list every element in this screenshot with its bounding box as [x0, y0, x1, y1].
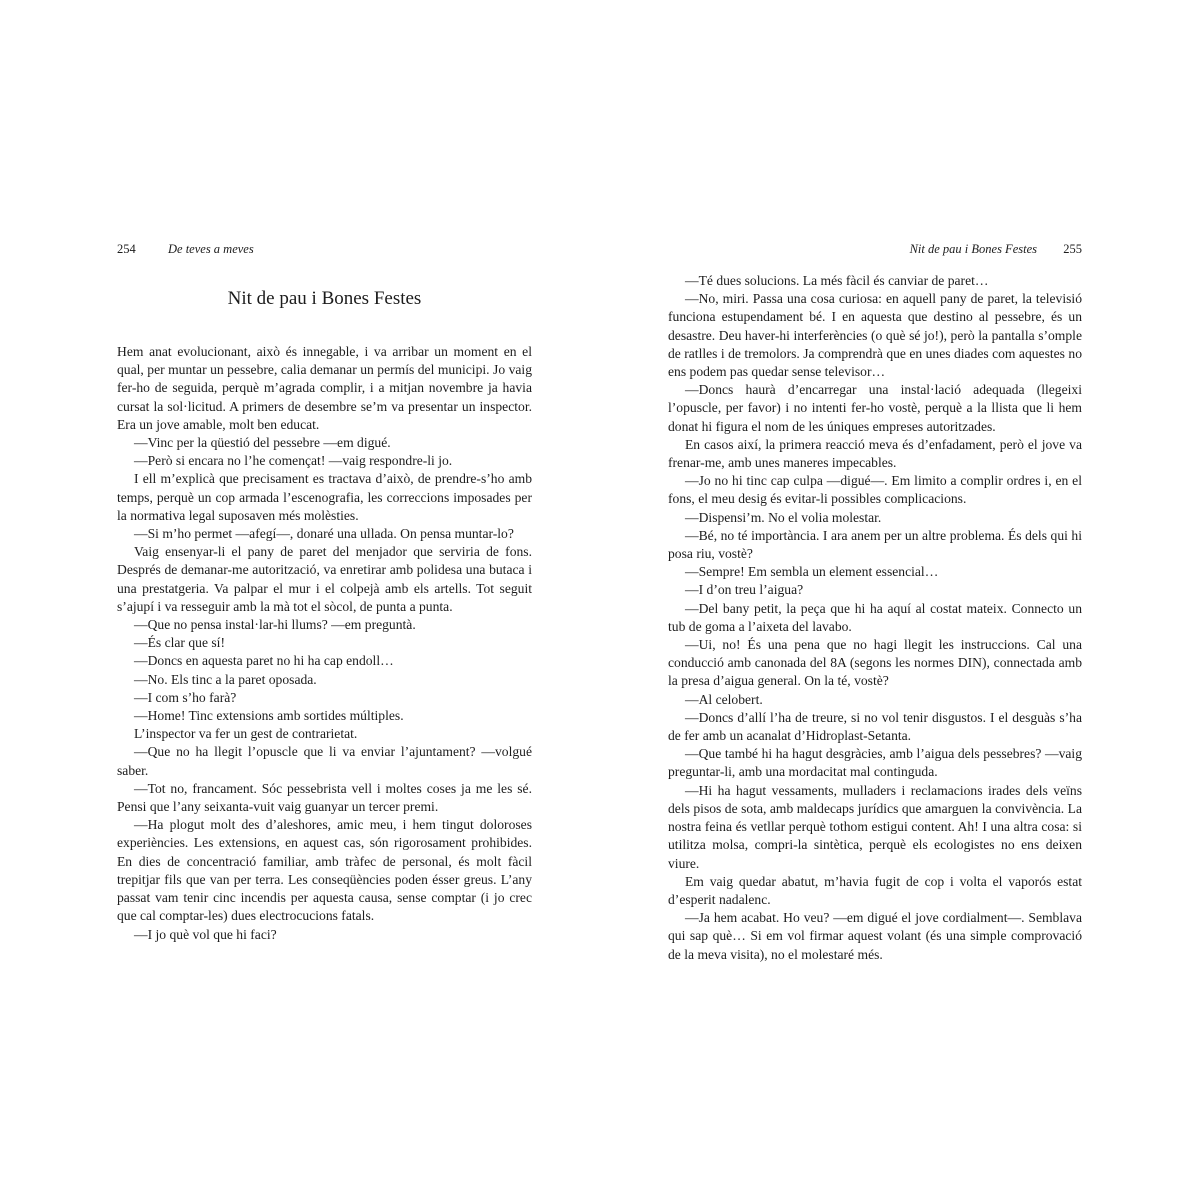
right-page-header: [668, 239, 1082, 259]
paragraph: —Bé, no té importància. I ara anem per un altre problema. És dels qui hi posa riu, vostè?: [668, 527, 1082, 562]
paragraph: —I com s’ho farà?: [134, 689, 237, 705]
right-page-body: [668, 272, 1082, 964]
paragraph: —Al celobert.: [685, 691, 763, 707]
left-page-header: [117, 239, 532, 259]
running-title: De teves a meves: [168, 242, 254, 256]
left-page-body: [117, 343, 532, 944]
paragraph: Vaig ensenyar-li el pany de paret del menjador que serviria de fons. Després de demanar-me autorització, va enretirar amb polidesa una butaca i una prestatgeria. Va palpar el mur i el colpejà amb els artells. Tot seguit s’ajupí i va resseguir amb la mà tot el sòcol, de punta a punta.: [117, 544, 532, 614]
paragraph: —Doncs en aquesta paret no hi ha cap endoll…: [134, 653, 394, 669]
running-title: Nit de pau i Bones Festes: [909, 242, 1037, 256]
paragraph: —Però si encara no l’he començat! —vaig respondre-li jo.: [134, 453, 453, 469]
paragraph: I ell m’explicà que precisament es tractava d’això, de prendre-s’ho amb temps, perquè un cop armada l’escenografia, les correccions imposades per la normativa legal suposaven més molèsties.: [117, 471, 532, 523]
paragraph: —I d’on treu l’aigua?: [685, 582, 804, 598]
paragraph: —Home! Tinc extensions amb sortides múltiples.: [134, 708, 404, 724]
right-page: [668, 0, 1082, 1200]
paragraph: —Doncs haurà d’encarregar una instal·lació adequada (llegeixi l’opuscle, per favor) i no intenti fer-ho vostè, perquè a la llista que li hem donat hi figura el nom de les úniques empreses autoritzades.: [668, 382, 1082, 434]
paragraph: —Dispensi’m. No el volia molestar.: [685, 509, 882, 525]
chapter-title: Nit de pau i Bones Festes: [227, 288, 422, 309]
paragraph: —Que no pensa instal·lar-hi llums? —em preguntà.: [134, 617, 416, 633]
paragraph: —Té dues solucions. La més fàcil és canviar de paret…: [685, 273, 989, 288]
paragraph: L’inspector va fer un gest de contrarietat.: [134, 726, 358, 742]
paragraph: —Jo no hi tinc cap culpa —digué—. Em limito a complir ordres i, en el fons, el meu desig és evitar-li possibles complicacions.: [668, 473, 1082, 507]
paragraph: —Si m’ho permet —afegí—, donaré una ullada. On pensa muntar-lo?: [134, 526, 514, 542]
page-number: 255: [1063, 242, 1082, 256]
paragraph: —Ja hem acabat. Ho veu? —em digué el jove cordialment—. Semblava qui sap què… Si em vol firmar aquest volant (és una simple comprovació de la meva visita), no el molestaré més.: [668, 910, 1082, 962]
paragraph: —Sempre! Em sembla un element essencial…: [685, 564, 939, 580]
paragraph: —I jo què vol que hi faci?: [134, 926, 277, 942]
paragraph: —No, miri. Passa una cosa curiosa: en aquell pany de paret, la televisió funciona estupendament bé. I en aquesta que destino al pessebre, és un desastre. Deu haver-hi interferències (o què sé jo!), però la pantalla s’omple de ratlles i de tremolors. Ja comprendrà que en unes diades com aquestes no ens podem pas quedar sense televisor…: [668, 291, 1082, 380]
paragraph: —Hi ha hagut vessaments, mulladers i reclamacions irades dels veïns dels pisos de sota, amb maldecaps jurídics que amarguen la convivència. La nostra feina és vetllar perquè tothom estigui content. Ah! I una altra cosa: si utilitza molsa, compri-la sintètica, perquè els ecologistes no ens deixen viure.: [668, 782, 1082, 871]
paragraph: —Ui, no! És una pena que no hagi llegit les instruccions. Cal una conducció amb canonada del 8A (segons les normes DIN), connectada amb la presa d’aigua general. On la té, vostè?: [668, 637, 1082, 689]
left-page: [117, 0, 532, 1200]
paragraph: En casos així, la primera reacció meva és d’enfadament, però el jove va frenar-me, amb unes maneres impecables.: [668, 436, 1082, 471]
paragraph: Hem anat evolucionant, això és innegable, i va arribar un moment en el qual, per muntar un pessebre, calia demanar un permís del municipi. Jo vaig fer-ho de seguida, perquè m’agrada complir, i a mitjan novembre ja havia cursat la sol·licitud. A primers de desembre se’m va presentar un inspector. Era un jove amable, molt ben educat.: [117, 344, 532, 432]
paragraph: —Que no ha llegit l’opuscle que li va enviar l’ajuntament? —volgué saber.: [117, 744, 532, 778]
paragraph: —Ha plogut molt des d’aleshores, amic meu, i hem tingut doloroses experiències. Les extensions, en aquest cas, són rigorosament prohibides. En dies de concentració familiar, amb tràfec de personal, és molt fàcil trepitjar fils que van per terra. Les conseqüències poden ésser greus. L’any passat vam tenir cinc incendis per aquesta causa, sense comptar (i jo crec que cal comptar-les) dues electrocucions fatals.: [117, 817, 532, 924]
paragraph: —Del bany petit, la peça que hi ha aquí al costat mateix. Connecto un tub de goma a l’aixeta del lavabo.: [668, 600, 1082, 634]
paragraph: —Doncs d’allí l’ha de treure, si no vol tenir disgustos. I el desguàs s’ha de fer amb un acanalat d’Hidroplast-Setanta.: [668, 709, 1082, 744]
paragraph: —Que també hi ha hagut desgràcies, amb l’aigua dels pessebres? —vaig preguntar-li, amb una mordacitat mal continguda.: [668, 746, 1082, 780]
paragraph: —És clar que sí!: [134, 635, 225, 651]
paragraph: Em vaig quedar abatut, m’havia fugit de cop i volta el vaporós estat d’esperit nadalenc.: [668, 873, 1082, 907]
paragraph: —Tot no, francament. Sóc pessebrista vell i moltes coses ja me les sé. Pensi que l’any seixanta-vuit vaig guanyar un tercer premi.: [117, 780, 532, 815]
paragraph: —Vinc per la qüestió del pessebre —em digué.: [134, 435, 391, 451]
paragraph: —No. Els tinc a la paret oposada.: [134, 671, 317, 687]
page-number: 254: [117, 242, 136, 256]
